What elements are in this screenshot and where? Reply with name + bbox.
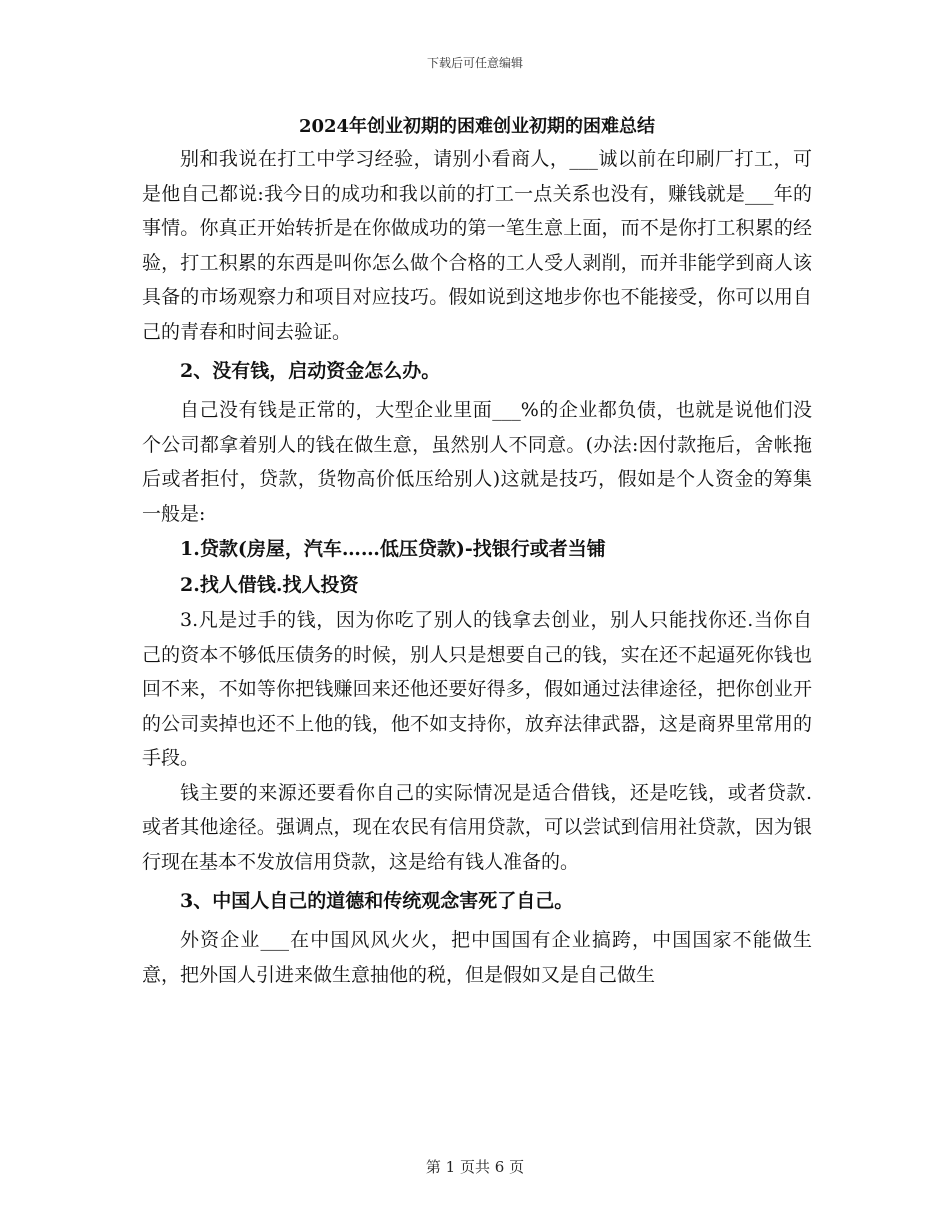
page-number-footer: 第 1 页共 6 页 [425, 1158, 525, 1176]
list-item-1: 1.贷款(房屋，汽车……低压贷款)-找银行或者当铺 [180, 538, 606, 560]
paragraph-1: 别和我说在打工中学习经验，请别小看商人，___诚以前在印刷厂打工，可是他自己都说:我今日的成功和我以前的打工一点关系也没有，赚钱就是___年的事情。你真正开始转折是在你做成功的第一笔生意上面，而不是你打工积累的经验，打工积累的东西是叫你怎么做个合格的工人受人剥削，而并非能学到商人该具备的市场观察力和项目对应技巧。假如说到这地步你也不能接受，你可以用自己的青春和时间去验证。 [142, 148, 812, 343]
page-header-note: 下载后可任意编辑 [426, 56, 523, 70]
document-title: 2024年创业初期的困难创业初期的困难总结 [298, 116, 656, 137]
paragraph-2: 自己没有钱是正常的，大型企业里面___%的企业都负债，也就是说他们没个公司都拿着别人的钱在做生意，虽然别人不同意。(办法:因付款拖后，舍帐拖后或者拒付，贷款，货物高价低压给别人)这就是技巧，假如是个人资金的筹集一般是: [142, 399, 812, 525]
list-item-2: 2.找人借钱.找人投资 [180, 574, 359, 596]
document-body [142, 112, 812, 992]
paragraph-3: 3.凡是过手的钱，因为你吃了别人的钱拿去创业，别人只能找你还.当你自己的资本不够低压债务的时候，别人只是想要自己的钱，实在还不起逼死你钱也回不来，不如等你把钱赚回来还他还要好得多，假如通过法律途径，把你创业开的公司卖掉也还不上他的钱，他不如支持你，放弃法律武器，这是商界里常用的手段。 [142, 609, 812, 769]
section-heading-3: 3、中国人自己的道德和传统观念害死了自己。 [180, 890, 574, 912]
section-heading-2: 2、没有钱，启动资金怎么办。 [180, 360, 441, 382]
paragraph-4: 钱主要的来源还要看你自己的实际情况是适合借钱，还是吃钱，或者贷款.或者其他途径。强调点，现在农民有信用贷款，可以尝试到信用社贷款，因为银行现在基本不发放信用贷款，这是给有钱人准备的。 [142, 781, 812, 873]
paragraph-5: 外资企业___在中国风风火火，把中国国有企业搞跨，中国国家不能做生意，把外国人引进来做生意抽他的税，但是假如又是自己做生 [142, 929, 812, 986]
